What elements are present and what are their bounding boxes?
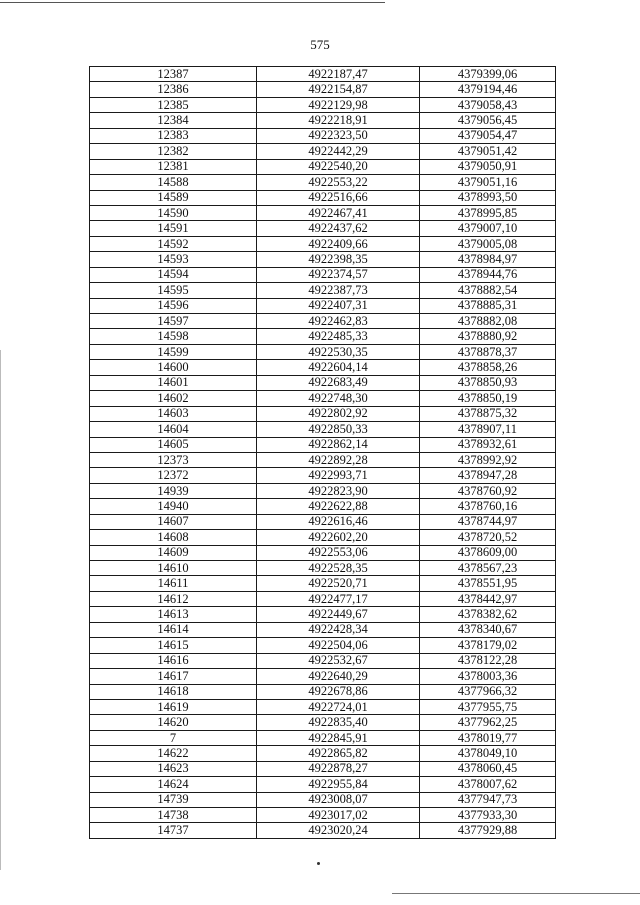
y-coordinate-cell: 4379054,47: [420, 128, 556, 143]
table-row: [90, 283, 556, 298]
point-number-cell: 12372: [90, 468, 257, 483]
y-coordinate-cell: 4378060,45: [420, 761, 556, 776]
point-number-cell: 14622: [90, 746, 257, 761]
point-number-cell: 7: [90, 730, 257, 745]
table-row: [90, 684, 556, 699]
x-coordinate-cell: 4922528,35: [257, 561, 420, 576]
point-number-cell: 12373: [90, 452, 257, 467]
table-row: [90, 653, 556, 668]
page-number: 575: [310, 37, 330, 52]
point-number-cell: 14592: [90, 236, 257, 251]
coordinates-table-body: [90, 67, 556, 839]
table-row: [90, 391, 556, 406]
point-number-cell: 14607: [90, 514, 257, 529]
point-number-cell: 14616: [90, 653, 257, 668]
point-number-cell: 14605: [90, 437, 257, 452]
point-number-cell: 12382: [90, 144, 257, 159]
scan-artifact-top-line: [0, 2, 385, 3]
point-number-cell: 14613: [90, 607, 257, 622]
point-number-cell: 12387: [90, 67, 257, 82]
y-coordinate-cell: 4379399,06: [420, 67, 556, 82]
x-coordinate-cell: 4922602,20: [257, 530, 420, 545]
x-coordinate-cell: 4923017,02: [257, 808, 420, 823]
table-row: [90, 252, 556, 267]
table-row: [90, 344, 556, 359]
table-row: [90, 669, 556, 684]
x-coordinate-cell: 4922622,88: [257, 499, 420, 514]
y-coordinate-cell: 4378882,54: [420, 283, 556, 298]
table-row: [90, 777, 556, 792]
table-row: [90, 468, 556, 483]
table-row: [90, 360, 556, 375]
table-row: [90, 823, 556, 838]
table-row: [90, 622, 556, 637]
table-row: [90, 267, 556, 282]
table-row: [90, 808, 556, 823]
point-number-cell: 14738: [90, 808, 257, 823]
table-row: [90, 422, 556, 437]
x-coordinate-cell: 4922504,06: [257, 638, 420, 653]
table-row: [90, 128, 556, 143]
point-number-cell: 14618: [90, 684, 257, 699]
x-coordinate-cell: 4922892,28: [257, 452, 420, 467]
y-coordinate-cell: 4378944,76: [420, 267, 556, 282]
scan-artifact-left-edge: [0, 350, 1, 870]
table-row: [90, 699, 556, 714]
point-number-cell: 14608: [90, 530, 257, 545]
x-coordinate-cell: 4922437,62: [257, 221, 420, 236]
point-number-cell: 14739: [90, 792, 257, 807]
point-number-cell: 14617: [90, 669, 257, 684]
y-coordinate-cell: 4378993,50: [420, 190, 556, 205]
table-row: [90, 514, 556, 529]
y-coordinate-cell: 4378995,85: [420, 205, 556, 220]
y-coordinate-cell: 4378992,92: [420, 452, 556, 467]
point-number-cell: 12386: [90, 82, 257, 97]
point-number-cell: 14595: [90, 283, 257, 298]
y-coordinate-cell: 4378049,10: [420, 746, 556, 761]
x-coordinate-cell: 4922428,34: [257, 622, 420, 637]
point-number-cell: 14620: [90, 715, 257, 730]
y-coordinate-cell: 4377962,25: [420, 715, 556, 730]
y-coordinate-cell: 4377966,32: [420, 684, 556, 699]
point-number-cell: 14619: [90, 699, 257, 714]
y-coordinate-cell: 4378858,26: [420, 360, 556, 375]
table-row: [90, 314, 556, 329]
x-coordinate-cell: 4922604,14: [257, 360, 420, 375]
x-coordinate-cell: 4922616,46: [257, 514, 420, 529]
point-number-cell: 14604: [90, 422, 257, 437]
y-coordinate-cell: 4378984,97: [420, 252, 556, 267]
x-coordinate-cell: 4922878,27: [257, 761, 420, 776]
table-row: [90, 159, 556, 174]
y-coordinate-cell: 4378760,92: [420, 483, 556, 498]
y-coordinate-cell: 4378720,52: [420, 530, 556, 545]
x-coordinate-cell: 4922683,49: [257, 375, 420, 390]
point-number-cell: 14593: [90, 252, 257, 267]
table-row: [90, 499, 556, 514]
point-number-cell: 14624: [90, 777, 257, 792]
table-row: [90, 375, 556, 390]
x-coordinate-cell: 4922553,22: [257, 175, 420, 190]
x-coordinate-cell: 4922516,66: [257, 190, 420, 205]
x-coordinate-cell: 4922449,67: [257, 607, 420, 622]
y-coordinate-cell: 4379051,16: [420, 175, 556, 190]
table-row: [90, 221, 556, 236]
point-number-cell: 14611: [90, 576, 257, 591]
point-number-cell: 12383: [90, 128, 257, 143]
y-coordinate-cell: 4377947,73: [420, 792, 556, 807]
point-number-cell: 14600: [90, 360, 257, 375]
point-number-cell: 14603: [90, 406, 257, 421]
x-coordinate-cell: 4922845,91: [257, 730, 420, 745]
x-coordinate-cell: 4922530,35: [257, 344, 420, 359]
point-number-cell: 14591: [90, 221, 257, 236]
y-coordinate-cell: 4378885,31: [420, 298, 556, 313]
table-row: [90, 607, 556, 622]
x-coordinate-cell: 4922540,20: [257, 159, 420, 174]
x-coordinate-cell: 4922407,31: [257, 298, 420, 313]
x-coordinate-cell: 4922442,29: [257, 144, 420, 159]
point-number-cell: 12384: [90, 113, 257, 128]
x-coordinate-cell: 4922409,66: [257, 236, 420, 251]
point-number-cell: 14594: [90, 267, 257, 282]
y-coordinate-cell: 4379058,43: [420, 97, 556, 112]
point-number-cell: 14609: [90, 545, 257, 560]
table-row: [90, 144, 556, 159]
y-coordinate-cell: 4378179,02: [420, 638, 556, 653]
x-coordinate-cell: 4922218,91: [257, 113, 420, 128]
x-coordinate-cell: 4922850,33: [257, 422, 420, 437]
point-number-cell: 14588: [90, 175, 257, 190]
table-row: [90, 792, 556, 807]
y-coordinate-cell: 4379056,45: [420, 113, 556, 128]
x-coordinate-cell: 4922532,67: [257, 653, 420, 668]
x-coordinate-cell: 4922865,82: [257, 746, 420, 761]
table-row: [90, 298, 556, 313]
table-row: [90, 730, 556, 745]
table-row: [90, 530, 556, 545]
table-row: [90, 483, 556, 498]
y-coordinate-cell: 4378850,93: [420, 375, 556, 390]
x-coordinate-cell: 4922398,35: [257, 252, 420, 267]
y-coordinate-cell: 4378932,61: [420, 437, 556, 452]
point-number-cell: 14589: [90, 190, 257, 205]
y-coordinate-cell: 4378003,36: [420, 669, 556, 684]
table-row: [90, 113, 556, 128]
y-coordinate-cell: 4379050,91: [420, 159, 556, 174]
table-row: [90, 175, 556, 190]
y-coordinate-cell: 4378551,95: [420, 576, 556, 591]
x-coordinate-cell: 4922187,47: [257, 67, 420, 82]
table-row: [90, 205, 556, 220]
point-number-cell: 14615: [90, 638, 257, 653]
point-number-cell: 14614: [90, 622, 257, 637]
y-coordinate-cell: 4377929,88: [420, 823, 556, 838]
point-number-cell: 14602: [90, 391, 257, 406]
y-coordinate-cell: 4379051,42: [420, 144, 556, 159]
y-coordinate-cell: 4378850,19: [420, 391, 556, 406]
x-coordinate-cell: 4923008,07: [257, 792, 420, 807]
table-row: [90, 437, 556, 452]
x-coordinate-cell: 4922323,50: [257, 128, 420, 143]
point-number-cell: 14601: [90, 375, 257, 390]
point-number-cell: 14610: [90, 561, 257, 576]
y-coordinate-cell: 4379007,10: [420, 221, 556, 236]
y-coordinate-cell: 4378442,97: [420, 591, 556, 606]
point-number-cell: 14939: [90, 483, 257, 498]
x-coordinate-cell: 4922520,71: [257, 576, 420, 591]
x-coordinate-cell: 4922955,84: [257, 777, 420, 792]
y-coordinate-cell: 4378122,28: [420, 653, 556, 668]
table-row: [90, 715, 556, 730]
y-coordinate-cell: 4378744,97: [420, 514, 556, 529]
point-number-cell: 14597: [90, 314, 257, 329]
x-coordinate-cell: 4922640,29: [257, 669, 420, 684]
table-row: [90, 638, 556, 653]
x-coordinate-cell: 4922835,40: [257, 715, 420, 730]
x-coordinate-cell: 4922462,83: [257, 314, 420, 329]
coordinates-table: [89, 66, 556, 839]
x-coordinate-cell: 4922154,87: [257, 82, 420, 97]
y-coordinate-cell: 4378907,11: [420, 422, 556, 437]
table-row: [90, 746, 556, 761]
y-coordinate-cell: 4378875,32: [420, 406, 556, 421]
x-coordinate-cell: 4922129,98: [257, 97, 420, 112]
point-number-cell: 12381: [90, 159, 257, 174]
y-coordinate-cell: 4378340,67: [420, 622, 556, 637]
point-number-cell: 14598: [90, 329, 257, 344]
table-row: [90, 545, 556, 560]
table-row: [90, 561, 556, 576]
y-coordinate-cell: 4379194,46: [420, 82, 556, 97]
table-row: [90, 452, 556, 467]
x-coordinate-cell: 4922477,17: [257, 591, 420, 606]
y-coordinate-cell: 4377933,30: [420, 808, 556, 823]
x-coordinate-cell: 4922374,57: [257, 267, 420, 282]
y-coordinate-cell: 4378947,28: [420, 468, 556, 483]
point-number-cell: 14940: [90, 499, 257, 514]
point-number-cell: 14599: [90, 344, 257, 359]
x-coordinate-cell: 4922485,33: [257, 329, 420, 344]
x-coordinate-cell: 4922802,92: [257, 406, 420, 421]
point-number-cell: 14737: [90, 823, 257, 838]
table-row: [90, 329, 556, 344]
y-coordinate-cell: 4378882,08: [420, 314, 556, 329]
y-coordinate-cell: 4378007,62: [420, 777, 556, 792]
point-number-cell: 14590: [90, 205, 257, 220]
table-row: [90, 591, 556, 606]
x-coordinate-cell: 4922467,41: [257, 205, 420, 220]
table-row: [90, 82, 556, 97]
y-coordinate-cell: 4378760,16: [420, 499, 556, 514]
point-number-cell: 14612: [90, 591, 257, 606]
table-row: [90, 97, 556, 112]
x-coordinate-cell: 4922862,14: [257, 437, 420, 452]
point-number-cell: 14623: [90, 761, 257, 776]
point-number-cell: 14596: [90, 298, 257, 313]
table-row: [90, 190, 556, 205]
table-row: [90, 67, 556, 82]
x-coordinate-cell: 4922993,71: [257, 468, 420, 483]
x-coordinate-cell: 4922748,30: [257, 391, 420, 406]
y-coordinate-cell: 4377955,75: [420, 699, 556, 714]
x-coordinate-cell: 4922724,01: [257, 699, 420, 714]
x-coordinate-cell: 4923020,24: [257, 823, 420, 838]
scan-artifact-bottom-line: [392, 893, 640, 894]
y-coordinate-cell: 4378880,92: [420, 329, 556, 344]
x-coordinate-cell: 4922823,90: [257, 483, 420, 498]
y-coordinate-cell: 4378382,62: [420, 607, 556, 622]
y-coordinate-cell: 4378567,23: [420, 561, 556, 576]
y-coordinate-cell: 4379005,08: [420, 236, 556, 251]
x-coordinate-cell: 4922387,73: [257, 283, 420, 298]
point-number-cell: 12385: [90, 97, 257, 112]
scan-speck: [317, 862, 320, 865]
y-coordinate-cell: 4378019,77: [420, 730, 556, 745]
table-row: [90, 761, 556, 776]
x-coordinate-cell: 4922553,06: [257, 545, 420, 560]
table-row: [90, 576, 556, 591]
table-row: [90, 406, 556, 421]
y-coordinate-cell: 4378609,00: [420, 545, 556, 560]
table-row: [90, 236, 556, 251]
x-coordinate-cell: 4922678,86: [257, 684, 420, 699]
y-coordinate-cell: 4378878,37: [420, 344, 556, 359]
